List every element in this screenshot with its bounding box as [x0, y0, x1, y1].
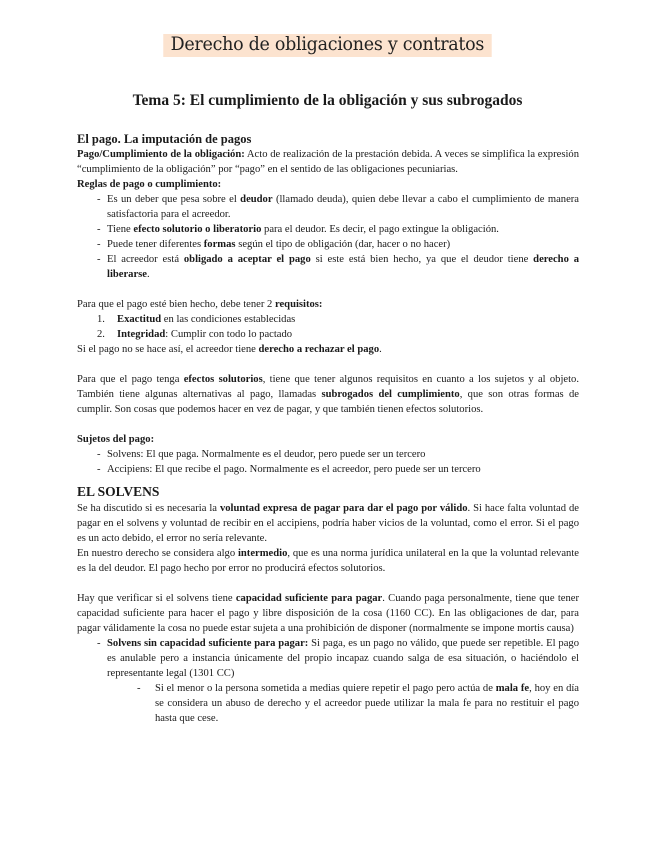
- document-title: Derecho de obligaciones y contratos: [163, 34, 491, 57]
- requirements-conclusion: Si el pago no se hace así, el acreedor tiene derecho a rechazar el pago.: [77, 344, 382, 355]
- list-item: 2. Integridad: Cumplir con todo lo pactado: [97, 329, 293, 340]
- list-item: - Accipiens: El que recibe el pago. Normalmente es el acreedor, pero puede ser un tercero: [77, 462, 579, 477]
- rules-heading: Reglas de pago o cumplimiento:: [77, 179, 222, 190]
- solvens-paragraph-2: En nuestro derecho se considera algo intermedio, que es una norma jurídica unilateral en la que la voluntad relevante es la del deudor. El pago hecho por error no producirá efectos solutorios.: [77, 548, 579, 574]
- title-banner: [0, 34, 655, 57]
- solvens-sublist: [77, 681, 579, 726]
- sujetos-heading: Sujetos del pago:: [77, 434, 155, 445]
- list-item: - Tiene efecto solutorio o liberatorio para el deudor. Es decir, el pago extingue la obligación.: [77, 222, 579, 237]
- requirements-list: [77, 312, 579, 342]
- list-item: - Si el menor o la persona sometida a medias quiere repetir el pago pero actúa de mala fe, hoy en día se considera un abuso de derecho y el acreedor puede utilizar la mala fe para no restituir el pago hasta que cese.: [77, 681, 579, 726]
- sujetos-list: [77, 447, 579, 477]
- section-heading-solvens: EL SOLVENS: [77, 484, 160, 499]
- solvens-paragraph-1: Se ha discutido si es necesaria la voluntad expresa de pagar para dar el pago por válido. Si hace falta voluntad de pagar en el solvens y voluntad de recibir en el accipiens, podría haber vicios de la voluntad, como el error. Si el pago es un acto debido, el error no sería relevante.: [77, 503, 579, 544]
- rules-list: [77, 192, 579, 282]
- list-item: - El acreedor está obligado a aceptar el pago si este está bien hecho, ya que el deudor tiene derecho a liberarse.: [77, 252, 579, 282]
- list-item: 1. Exactitud en las condiciones establecidas: [97, 314, 296, 325]
- solvens-paragraph-3: Hay que verificar si el solvens tiene capacidad suficiente para pagar. Cuando paga personalmente, tiene que tener capacidad suficiente para hacer el pago y libre disposición de la cosa (1160 CC). En las obligaciones de dar, para pagar válidamente la cosa no puede estar sujeta a una prohibición de disponer (normalmente se impone mortis causa): [77, 593, 580, 634]
- topic-title: Tema 5: El cumplimiento de la obligación y sus subrogados: [132, 92, 523, 109]
- efectos-paragraph: Para que el pago tenga efectos solutorios, tiene que tener algunos requisitos en cuanto a los sujetos y al objeto. También tiene algunas alternativas al pago, llamadas subrogados del cumplimiento, que son otras formas de cumplir. Son cosas que podemos hacer en vez de pagar, y que también tienen efectos solutorios.: [77, 374, 580, 415]
- list-item: - Solvens sin capacidad suficiente para pagar: Si paga, es un pago no válido, que puede ser repetible. El pago es anulable pero a instancia únicamente del propio incapaz cuando salga de esa situación, o haciéndolo el representante legal (1301 CC): [77, 636, 579, 681]
- solvens-list: [77, 636, 579, 681]
- requirements-intro: Para que el pago esté bien hecho, debe tener 2 requisitos:: [77, 299, 323, 310]
- list-item: - Solvens: El que paga. Normalmente es el deudor, pero puede ser un tercero: [77, 447, 579, 462]
- list-item: - Puede tener diferentes formas según el tipo de obligación (dar, hacer o no hacer): [77, 237, 579, 252]
- definition-paragraph: Pago/Cumplimiento de la obligación: Acto de realización de la prestación debida. A veces se simplifica la expresión “cumplimiento de la obligación” por “pago” en el sentido de las obligaciones pecuniarias.: [77, 149, 579, 175]
- list-item: - Es un deber que pesa sobre el deudor (llamado deuda), quien debe llevar a cabo el cumplimiento de manera satisfactoria para el acreedor.: [77, 192, 579, 222]
- section-heading-pago: El pago. La imputación de pagos: [77, 132, 252, 146]
- document-body: [77, 131, 579, 726]
